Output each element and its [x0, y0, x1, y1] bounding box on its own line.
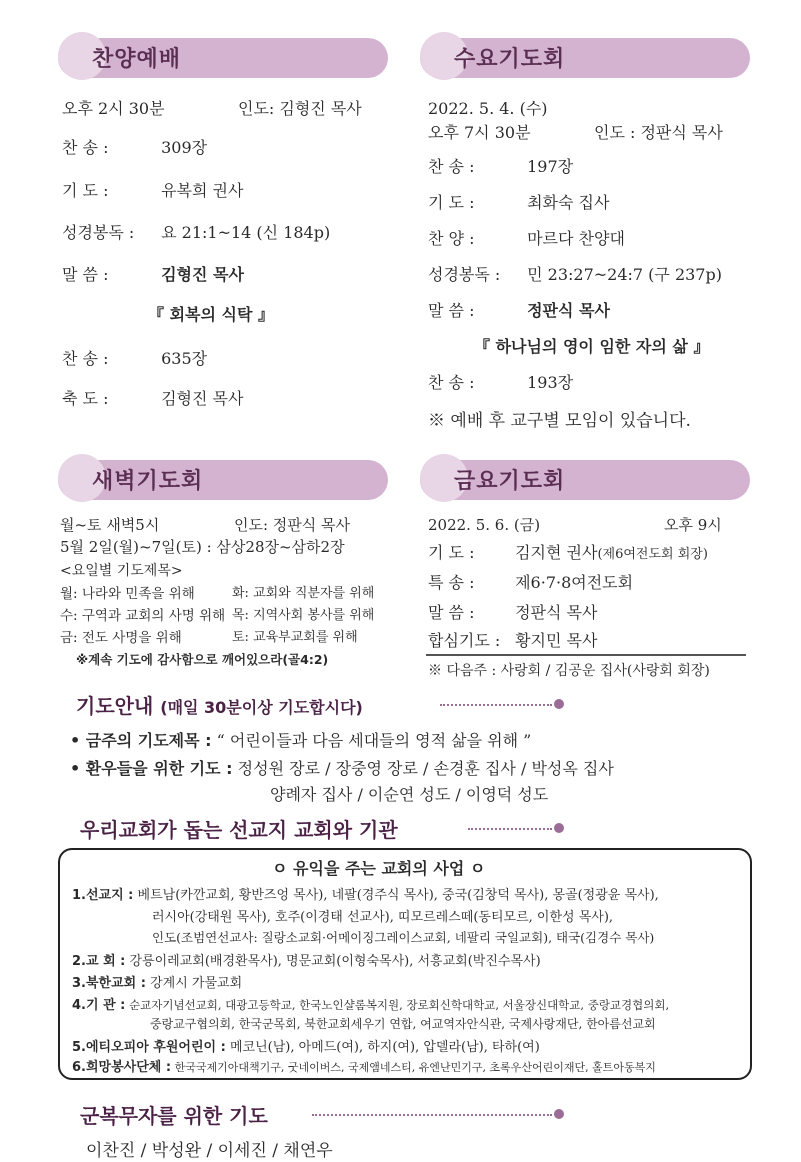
- dotted-leader: [440, 704, 552, 706]
- dawn-topics-header: <요일별 기도제목>: [60, 563, 183, 579]
- label: 성경봉독 :: [62, 223, 135, 242]
- mission-4-line2: 중랑교구협의회, 한국군목회, 북한교회세우기 연합, 여교역자안식관, 국제사랑재단, 한아름선교회: [150, 1017, 656, 1031]
- wednesday-reading: [428, 262, 722, 285]
- value: 정판식 목사: [515, 603, 598, 622]
- wednesday-header: [420, 38, 750, 78]
- label: 1.선교지 :: [72, 888, 134, 903]
- soldiers-names: 이찬진 / 박성완 / 이세진 / 채연우: [86, 1141, 333, 1161]
- dotted-leader: [468, 828, 552, 830]
- value: 최화숙 집사: [527, 193, 610, 212]
- label: 2.교 회 :: [72, 954, 126, 969]
- value: 요 21:1~14 (신 184p): [161, 223, 331, 242]
- dawn-dates: 5월 2일(월)~7일(토) : 삼상28장~삼하2장: [60, 538, 345, 556]
- sunday-header: [58, 38, 388, 78]
- label: 말 씀 :: [428, 301, 475, 320]
- value: 정성원 장로 / 장중영 장로 / 손경훈 집사 / 박성옥 집사: [237, 759, 614, 778]
- end-dot: [554, 699, 564, 709]
- prayer-guide-header: [76, 690, 363, 719]
- label: 4.기 관 :: [72, 998, 126, 1013]
- value: 메코닌(남), 아메드(여), 하지(여), 압델라(남), 타하(여): [229, 1040, 540, 1055]
- label: 특 송 :: [428, 573, 475, 592]
- friday-divider: [426, 654, 746, 656]
- mission-1-line2: 러시아(강태원 목사), 호주(이경태 선교사), 띠모르레스떼(동티모르, 이한성 목사),: [152, 910, 614, 925]
- prayer-item-patients: [70, 756, 614, 779]
- dawn-topic: 금: 전도 사명을 위해: [60, 630, 182, 646]
- label: • 금주의 기도제목 :: [70, 731, 212, 750]
- value: 강계시 가물교회: [150, 976, 243, 991]
- sunday-sermon: [62, 262, 244, 285]
- wednesday-leader: 인도 : 정판식 목사: [594, 123, 723, 142]
- wednesday-prayer: [428, 190, 609, 213]
- dawn-topic: 수: 구역과 교회의 사명 위해: [60, 608, 226, 624]
- friday-unison: [428, 628, 597, 651]
- label: 기 도 :: [62, 181, 109, 200]
- value: 마르다 찬양대: [527, 229, 625, 248]
- prayer-item-patients-2: 양례자 집사 / 이순연 성도 / 이영덕 성도: [270, 785, 549, 804]
- prayer-item-weekly: [70, 728, 531, 751]
- dawn-days: 월~토 새벽5시: [60, 516, 160, 534]
- wednesday-sermon: [428, 298, 610, 321]
- dawn-topic: 토: 교육부교회를 위해: [232, 630, 358, 645]
- friday-title: 금요기도회: [454, 469, 566, 494]
- label: 6.희망봉사단체 :: [72, 1060, 172, 1075]
- wednesday-note: ※ 예배 후 교구별 모임이 있습니다.: [428, 411, 691, 431]
- value: “ 어린이들과 다음 세대들의 영적 삶을 위해 ”: [216, 731, 532, 750]
- value: 정판식 목사: [527, 301, 610, 320]
- value: 민 23:27~24:7 (구 237p): [527, 265, 722, 284]
- label: 5.에티오피아 후원어린이 :: [72, 1040, 226, 1055]
- friday-time: 오후 9시: [664, 516, 722, 534]
- label: 성경봉독 :: [428, 265, 501, 284]
- friday-header: [420, 460, 750, 500]
- sunday-time: 오후 2시 30분: [62, 99, 165, 118]
- mission-6: [72, 1056, 656, 1075]
- label: 찬 송 :: [62, 349, 109, 368]
- friday-special: [428, 570, 633, 593]
- mission-1-line3: 인도(조범연선교사: 질랑소교회·어메이징그레이스교회, 네팔리 국일교회), 태국(김경수 목사): [152, 930, 655, 945]
- dawn-topic: 화: 교회와 직분자를 위해: [232, 586, 375, 601]
- soldiers-header: [80, 1100, 268, 1129]
- value: 309장: [161, 138, 208, 157]
- dotted-leader: [312, 1114, 552, 1116]
- value: 강릉이레교회(배경환목사), 명문교회(이형숙목사), 서흥교회(박진수목사): [129, 954, 541, 969]
- mission-4: [72, 994, 669, 1013]
- label: 기 도 :: [428, 193, 475, 212]
- dawn-verse: ※계속 기도에 감사함으로 깨어있으라(골4:2): [76, 652, 329, 667]
- wednesday-praise: [428, 226, 625, 249]
- mission-1: [72, 884, 659, 903]
- sunday-hymn1: [62, 135, 207, 158]
- missions-title: 우리교회가 돕는 선교지 교회와 기관: [80, 818, 398, 842]
- end-dot: [554, 1109, 564, 1119]
- value: 한국국제기아대책기구, 굿네이버스, 국제앰네스티, 유엔난민기구, 초록우산어린이재단, 홀트아동복지: [174, 1061, 656, 1074]
- wednesday-hymn1: [428, 154, 573, 177]
- label: 찬 송 :: [428, 373, 475, 392]
- value: 김형진 목사: [161, 265, 244, 284]
- friday-date: 2022. 5. 6. (금): [428, 516, 541, 534]
- sunday-leader: 인도: 김형진 목사: [238, 99, 362, 118]
- label: 찬 양 :: [428, 229, 475, 248]
- dawn-title: 새벽기도회: [92, 469, 204, 494]
- value: 193장: [527, 373, 574, 392]
- end-dot: [554, 823, 564, 833]
- label: • 환우들을 위한 기도 :: [70, 759, 233, 778]
- mission-3: [72, 972, 242, 991]
- wednesday-hymn2: [428, 370, 573, 393]
- dawn-topic: 목: 지역사회 봉사를 위해: [232, 608, 375, 623]
- label: 말 씀 :: [62, 265, 109, 284]
- dawn-topic: 월: 나라와 민족을 위해: [60, 586, 195, 602]
- value: 황지민 목사: [515, 631, 598, 650]
- label: 기 도 :: [428, 543, 475, 562]
- sunday-title: 찬양예배: [92, 47, 182, 72]
- value: 유복희 권사: [161, 181, 244, 200]
- soldiers-title: 군복무자를 위한 기도: [80, 1104, 268, 1128]
- label: 말 씀 :: [428, 603, 475, 622]
- sunday-sermon-title: 『 회복의 식탁 』: [148, 305, 274, 324]
- missions-box-title: ㅇ 유익을 주는 교회의 사업 ㅇ: [272, 859, 486, 878]
- dawn-leader: 인도: 정판식 목사: [234, 516, 351, 534]
- value: 635장: [161, 349, 208, 368]
- value: 197장: [527, 157, 574, 176]
- label: 찬 송 :: [62, 138, 109, 157]
- value: 김지현 권사: [515, 543, 598, 562]
- label: 찬 송 :: [428, 157, 475, 176]
- label: 축 도 :: [62, 389, 109, 408]
- value: 베트남(카깐교회, 황반즈엉 목사), 네팔(경주식 목사), 중국(김창덕 목사), 몽골(정광윤 목사),: [137, 888, 659, 903]
- sunday-bless: [62, 386, 243, 409]
- sunday-hymn2: [62, 346, 207, 369]
- mission-5: [72, 1036, 540, 1055]
- friday-prayer: [428, 540, 708, 563]
- friday-sermon: [428, 600, 597, 623]
- missions-header: [80, 814, 398, 843]
- wednesday-title: 수요기도회: [454, 47, 566, 72]
- prayer-guide-subtitle: (매일 30분이상 기도합시다): [160, 698, 363, 717]
- value: 순교자기념선교회, 대광고등학교, 한국노인샬롬복지원, 장로회신학대학교, 서울장신대학교, 중랑교경협의회,: [129, 998, 670, 1012]
- sunday-reading: [62, 220, 330, 243]
- label: 합심기도 :: [428, 631, 501, 650]
- prayer-note: (제6여전도회 회장): [597, 547, 708, 562]
- value: 제6·7·8여전도회: [515, 573, 634, 592]
- label: 3.북한교회 :: [72, 976, 146, 991]
- value: 김형진 목사: [161, 389, 244, 408]
- prayer-guide-title: 기도안내: [76, 694, 154, 718]
- wednesday-time: 오후 7시 30분: [428, 123, 531, 142]
- dawn-header: [58, 460, 388, 500]
- friday-next: ※ 다음주 : 사랑회 / 김공운 집사(사랑회 회장): [428, 663, 710, 679]
- sunday-prayer: [62, 178, 243, 201]
- wednesday-sermon-title: 『 하나님의 영이 임한 자의 삶 』: [474, 337, 710, 356]
- mission-2: [72, 950, 541, 969]
- wednesday-date: 2022. 5. 4. (수): [428, 99, 548, 118]
